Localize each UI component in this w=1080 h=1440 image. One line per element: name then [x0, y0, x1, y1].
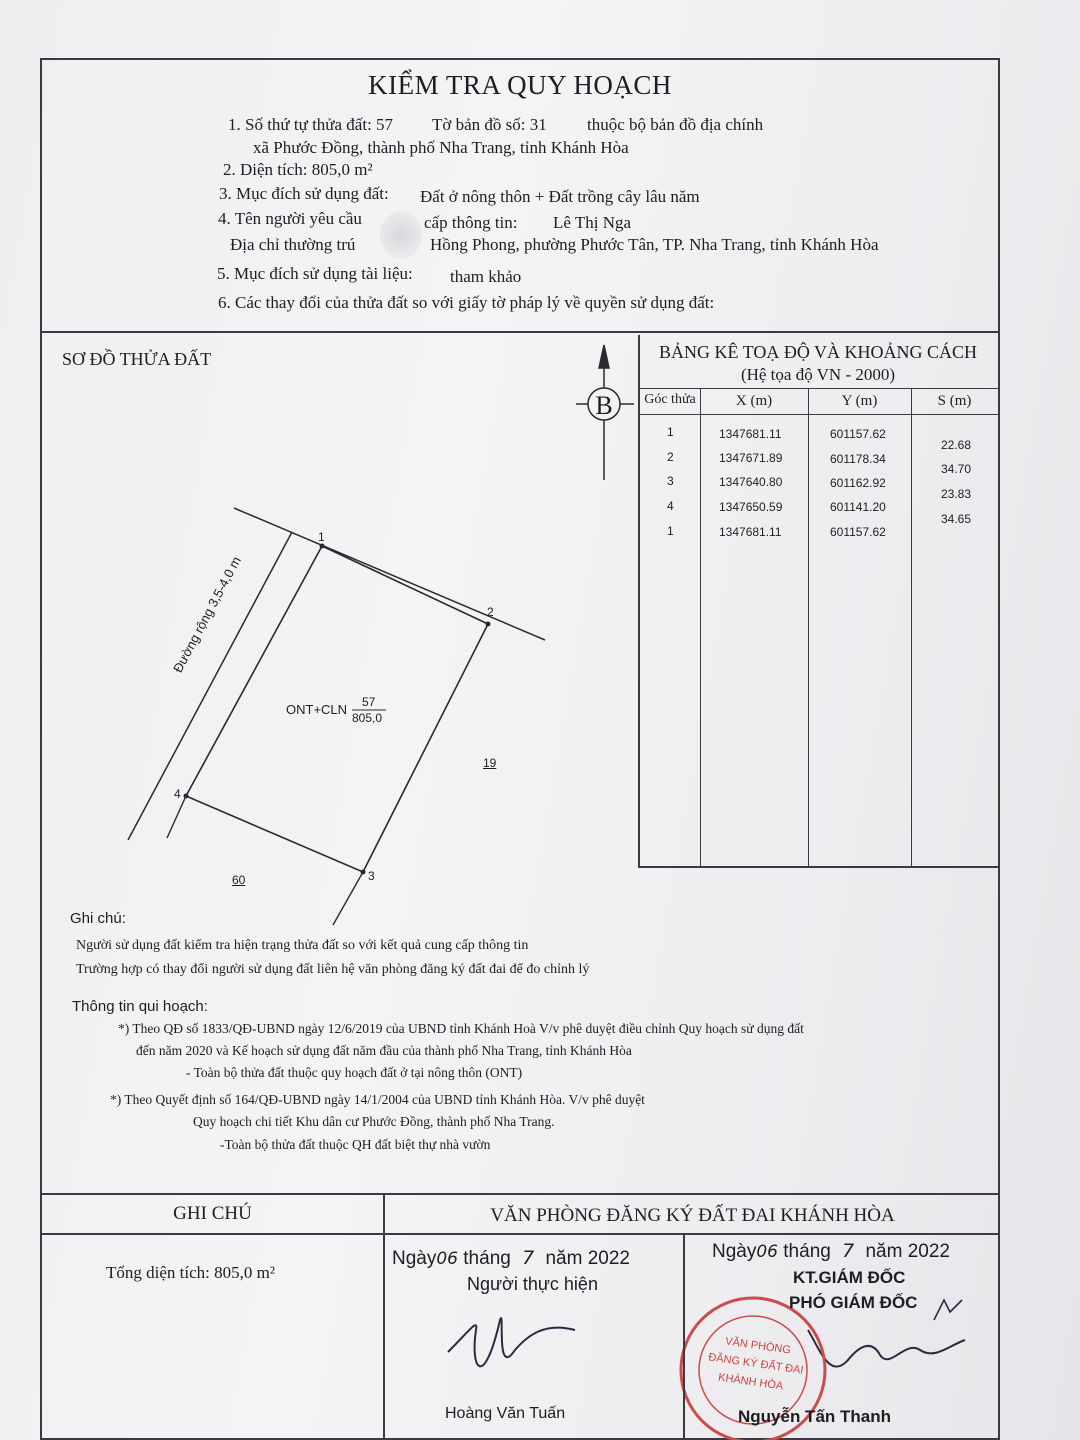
header-vertex: Góc thửa — [644, 392, 696, 407]
land-use-value: Đất ở nông thôn + Đất trồng cây lâu năm — [420, 187, 700, 206]
requester-name: Lê Thị Nga — [553, 213, 632, 232]
date-left-year: năm 2022 — [545, 1248, 630, 1269]
table-row: 1347681.11 — [719, 525, 782, 539]
planning-3: - Toàn bộ thửa đất thuộc quy hoạch đất ở tại nông thôn (ONT) — [186, 1065, 523, 1080]
distance-4-1: 34.65 — [941, 512, 972, 526]
director-name: Nguyễn Tấn Thanh — [738, 1407, 891, 1426]
notes-label: Ghi chú: — [70, 910, 126, 927]
note-1: Người sử dụng đất kiểm tra hiện trạng thửa đất so với kết quả cung cấp thông tin — [76, 938, 529, 953]
parcel-area: 805,0 — [352, 711, 383, 725]
location-line: xã Phước Đồng, thành phố Nha Trang, tỉnh Khánh Hòa — [253, 138, 629, 157]
map-sheet-line: Tờ bản đồ số: 31 — [432, 115, 547, 134]
planning-5: Quy hoạch chi tiết Khu dân cư Phước Đồng, thành phố Nha Trang. — [193, 1114, 555, 1129]
table-row: 601157.62 — [830, 427, 886, 441]
purpose-label: 5. Mục đích sử dụng tài liệu: — [217, 264, 413, 283]
date-right-month-label: tháng — [783, 1241, 831, 1262]
parcel-number-line: 1. Số thứ tự thửa đất: 57 — [228, 115, 394, 134]
table-row: 601141.20 — [830, 500, 886, 514]
note-2: Trường hợp có thay đổi người sử dụng đất liên hệ văn phòng đăng ký đất đai để đo chỉnh lý — [76, 962, 590, 977]
kt-director: KT.GIÁM ĐỐC — [793, 1268, 906, 1287]
performer-name: Hoàng Văn Tuấn — [445, 1405, 566, 1422]
footer-notes-header: GHI CHÚ — [173, 1203, 252, 1224]
table-col-rule-3 — [911, 389, 912, 867]
date-left-month-label: tháng — [463, 1248, 511, 1269]
address-value: Hồng Phong, phường Phước Tân, TP. Nha Trang, tỉnh Khánh Hòa — [430, 235, 879, 254]
table-row: 601157.62 — [830, 525, 886, 539]
date-left-month: 7 — [522, 1247, 535, 1269]
footer-col-divider-1 — [383, 1193, 385, 1440]
date-right-prefix: Ngày — [712, 1241, 757, 1262]
deputy-director: PHÓ GIÁM ĐỐC — [789, 1293, 918, 1312]
vertex-label-4: 4 — [174, 787, 181, 801]
vertex-3 — [361, 870, 366, 875]
date-left-prefix: Ngày — [392, 1248, 437, 1269]
vertex-4 — [184, 794, 189, 799]
vertex-label-1: 1 — [318, 530, 325, 544]
distance-3-4: 23.83 — [941, 487, 972, 501]
table-row: 1347650.59 — [719, 500, 783, 514]
table-row: 601178.34 — [830, 452, 886, 466]
planning-2: đến năm 2020 và Kế hoạch sử dụng đất năm đầu của thành phố Nha Trang, tỉnh Khánh Hòa — [136, 1043, 632, 1058]
neighbor-parcel-19: 19 — [483, 756, 497, 770]
table-row: 1347671.89 — [719, 451, 783, 465]
table-rule-header — [640, 414, 998, 415]
planning-1: *) Theo QĐ số 1833/QĐ-UBND ngày 12/6/2019 của UBND tỉnh Khánh Hoà V/v phê duyệt điều chỉnh Quy hoạch sử dụng đất — [118, 1021, 804, 1036]
map-set-line: thuộc bộ bản đồ địa chính — [587, 115, 764, 134]
date-right-day: 06 — [756, 1242, 778, 1262]
vertex-2 — [486, 622, 491, 627]
vertex-label-2: 2 — [487, 605, 494, 619]
distance-1-2: 22.68 — [941, 438, 972, 452]
road-label: Đường rộng 3,5-4,0 m — [170, 553, 244, 676]
road-edge-left — [128, 532, 292, 840]
table-row: 4 — [667, 499, 674, 513]
diagram-title: SƠ ĐỒ THỬA ĐẤT — [62, 349, 212, 369]
performer-title: Người thực hiện — [467, 1274, 598, 1294]
office-name: VĂN PHÒNG ĐĂNG KÝ ĐẤT ĐAI KHÁNH HÒA — [490, 1205, 895, 1226]
table-row: 1347681.11 — [719, 427, 782, 441]
address-label: Địa chỉ thường trú — [230, 235, 356, 254]
vertex-label-3: 3 — [368, 869, 375, 883]
total-area: Tổng diện tích: 805,0 m² — [106, 1263, 275, 1282]
header-s: S (m) — [937, 393, 972, 409]
performer-signature — [448, 1318, 575, 1366]
parcel-use-label: ONT+CLN — [286, 702, 348, 717]
table-rule-top — [640, 388, 998, 389]
stamp-text-2: ĐĂNG KÝ ĐẤT ĐAI — [707, 1351, 805, 1377]
vertex-1 — [320, 544, 325, 549]
boundary-extension-left — [167, 796, 186, 838]
director-signature — [808, 1330, 965, 1367]
request-info-label: cấp thông tin: — [424, 213, 518, 232]
requester-label: 4. Tên người yêu cầu — [218, 209, 362, 228]
date-right-year: năm 2022 — [865, 1241, 950, 1262]
parcel-number: 57 — [362, 695, 376, 709]
land-use-label: 3. Mục đích sử dụng đất: — [219, 184, 389, 203]
planning-4: *) Theo Quyết định số 164/QĐ-UBND ngày 14/1/2004 của UBND tỉnh Khánh Hòa. V/v phê duyệt — [110, 1092, 645, 1107]
header-x: X (m) — [735, 393, 773, 409]
footer-divider-top — [42, 1193, 1000, 1195]
changes-line: 6. Các thay đổi của thửa đất so với giấy tờ pháp lý về quyền sử dụng đất: — [218, 293, 715, 312]
table-title: BẢNG KÊ TOẠ ĐỘ VÀ KHOẢNG CÁCH — [658, 342, 977, 362]
document-title: KIỂM TRA QUY HOẠCH — [368, 70, 672, 100]
footer-divider-header — [42, 1233, 1000, 1235]
table-row: 2 — [667, 450, 674, 464]
purpose-value: tham khảo — [450, 267, 522, 286]
header-y: Y (m) — [841, 393, 878, 409]
stamp-text-1: VĂN PHÒNG — [724, 1335, 792, 1357]
table-row: 601162.92 — [830, 476, 886, 490]
footer-col-divider-2 — [683, 1234, 685, 1440]
table-col-rule-1 — [700, 389, 701, 867]
distance-2-3: 34.70 — [941, 462, 972, 476]
director-initial — [934, 1300, 962, 1320]
boundary-extension-bottom — [333, 872, 363, 925]
table-row: 1347640.80 — [719, 475, 783, 489]
road-edge-top — [234, 508, 545, 640]
table-row: 1 — [667, 524, 674, 538]
table-row: 1 — [667, 425, 674, 439]
date-left-day: 06 — [436, 1249, 458, 1269]
table-subtitle: (Hệ tọa độ VN - 2000) — [740, 365, 896, 384]
neighbor-parcel-60: 60 — [232, 873, 246, 887]
date-right-month: 7 — [842, 1240, 855, 1262]
stamp-text-3: KHÁNH HÒA — [717, 1371, 784, 1393]
table-col-rule-2 — [808, 389, 809, 867]
planning-6: -Toàn bộ thửa đất thuộc QH đất biệt thự nhà vườn — [220, 1137, 491, 1152]
area-line: 2. Diện tích: 805,0 m² — [223, 160, 373, 179]
planning-label: Thông tin qui hoạch: — [72, 998, 208, 1015]
north-letter: B — [595, 391, 613, 420]
table-row: 3 — [667, 474, 674, 488]
